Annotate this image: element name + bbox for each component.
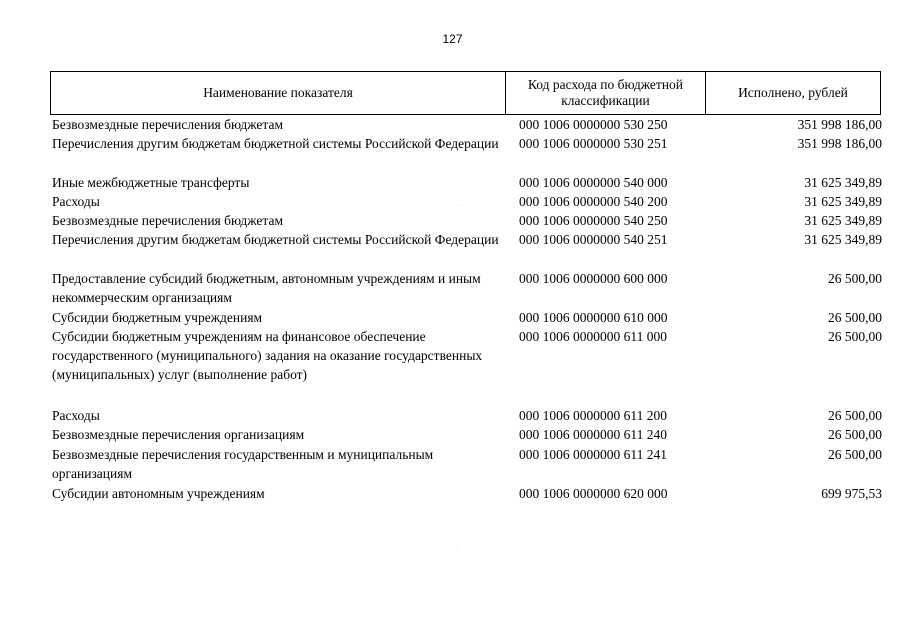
table-header	[50, 71, 881, 115]
row-code: 000 1006 0000000 611 240	[519, 427, 667, 442]
row-code: 000 1006 0000000 600 000	[519, 271, 668, 286]
row-amount: 351 998 186,00	[797, 136, 882, 151]
row-code: 000 1006 0000000 611 200	[519, 408, 667, 423]
row-name: Безвозмездные перечисления государственным и муниципальным организациям	[52, 447, 434, 481]
row-code: 000 1006 0000000 540 251	[519, 232, 668, 247]
header-code-column: Код расхода по бюджетной классификации	[506, 72, 706, 114]
row-amount: 26 500,00	[828, 329, 882, 344]
row-amount: 26 500,00	[828, 427, 882, 442]
page-number: 127	[442, 32, 463, 46]
row-code: 000 1006 0000000 530 251	[519, 136, 668, 151]
row-name: Расходы	[52, 194, 100, 209]
row-amount: 26 500,00	[828, 271, 882, 286]
row-name: Перечисления другим бюджетам бюджетной системы Российской Федерации	[52, 232, 499, 247]
row-code: 000 1006 0000000 611 241	[519, 447, 667, 462]
scan-speck: ·	[456, 545, 458, 551]
header-name-column: Наименование показателя	[51, 72, 506, 114]
row-code: 000 1006 0000000 611 000	[519, 329, 667, 344]
row-amount: 26 500,00	[828, 310, 882, 325]
row-code: 000 1006 0000000 610 000	[519, 310, 668, 325]
row-code: 000 1006 0000000 620 000	[519, 486, 668, 501]
row-name: Иные межбюджетные трансферты	[52, 175, 250, 190]
row-name: Безвозмездные перечисления организациям	[52, 427, 305, 442]
row-code: 000 1006 0000000 530 250	[519, 117, 668, 132]
row-name: Субсидии автономным учреждениям	[52, 486, 265, 501]
row-name: Перечисления другим бюджетам бюджетной системы Российской Федерации	[52, 136, 499, 151]
row-amount: 31 625 349,89	[804, 232, 882, 247]
row-code: 000 1006 0000000 540 000	[519, 175, 668, 190]
row-amount: 31 625 349,89	[804, 213, 882, 228]
row-code: 000 1006 0000000 540 200	[519, 194, 668, 209]
row-amount: 351 998 186,00	[797, 117, 882, 132]
row-amount: 31 625 349,89	[804, 175, 882, 190]
scan-speck: · ·	[458, 203, 464, 209]
row-amount: 26 500,00	[828, 447, 882, 462]
row-name: Безвозмездные перечисления бюджетам	[52, 213, 284, 228]
row-amount: 699 975,53	[821, 486, 882, 501]
row-name: Безвозмездные перечисления бюджетам	[52, 117, 284, 132]
row-code: 000 1006 0000000 540 250	[519, 213, 668, 228]
row-amount: 26 500,00	[828, 408, 882, 423]
row-amount: 31 625 349,89	[804, 194, 882, 209]
row-name: Расходы	[52, 408, 100, 423]
row-name: Субсидии бюджетным учреждениям на финансовое обеспечение государственного (муниципального) задания на оказание государственных (муниципальных) услуг (выполнение работ)	[52, 329, 483, 382]
header-amount-column: Исполнено, рублей	[738, 85, 848, 100]
row-name: Предоставление субсидий бюджетным, автономным учреждениям и иным некоммерческим организациям	[52, 271, 481, 305]
row-name: Субсидии бюджетным учреждениям	[52, 310, 263, 325]
